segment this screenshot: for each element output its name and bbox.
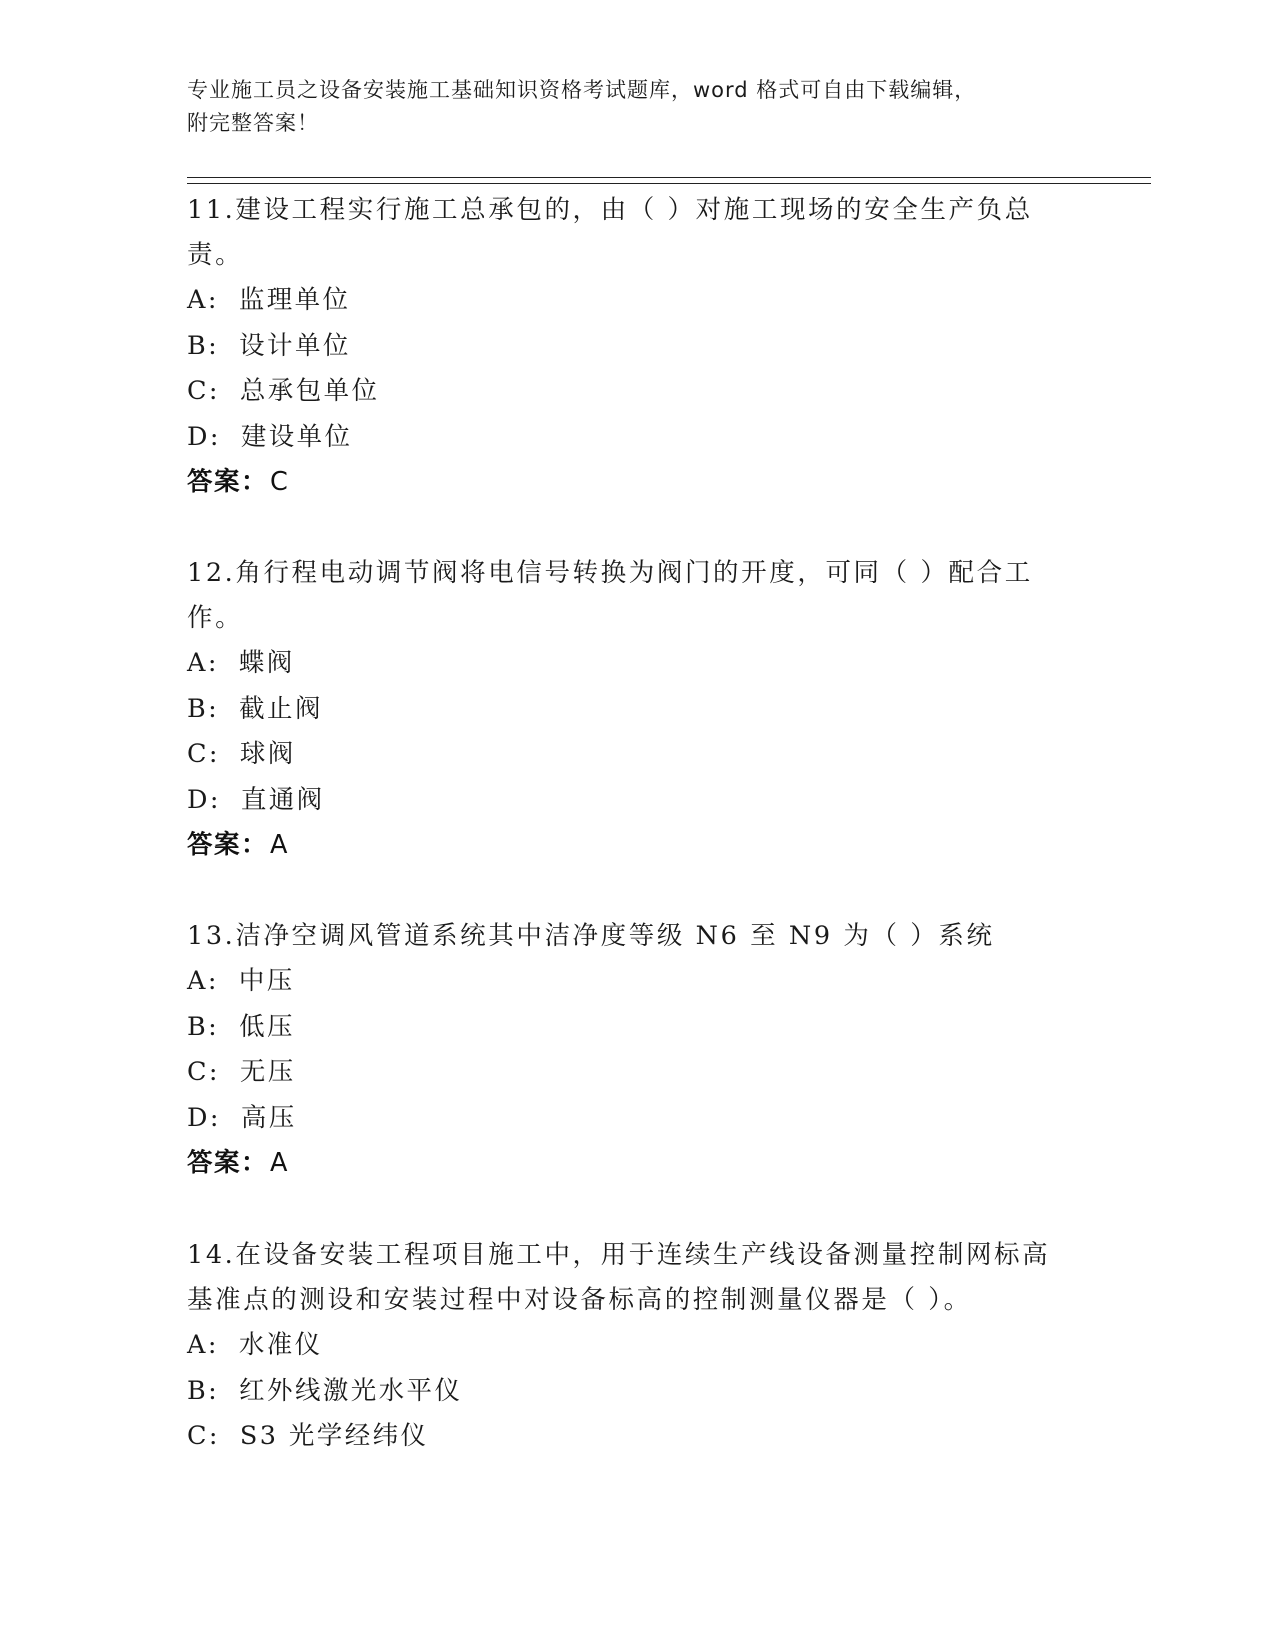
option-a [187,641,1077,687]
answer-label: 答案： [187,1148,269,1178]
question-14 [187,1233,1077,1460]
option-b [187,1005,1077,1051]
option-text: 球阀 [239,739,296,769]
document-header [187,74,1077,140]
option-text: 蝶阀 [238,648,295,678]
answer-line [187,460,1077,505]
option-letter: B: [187,693,220,724]
question-stem-line-2: 基准点的测设和安装过程中对设备标高的控制测量仪器是（ ）。 [187,1285,972,1315]
option-b [187,1369,1077,1415]
option-c [187,732,1077,778]
option-letter: B: [187,330,220,361]
option-a [187,278,1077,324]
option-letter: B: [187,1375,220,1406]
question-11 [187,188,1077,505]
option-text: 总承包单位 [239,376,380,406]
option-text: 水准仪 [238,1330,323,1360]
question-stem-line-1: 12.角行程电动调节阀将电信号转换为阀门的开度，可同（ ）配合工 [187,558,1033,588]
option-letter: D: [187,784,221,815]
answer-line [187,823,1077,868]
option-letter: B: [187,1011,220,1042]
option-text: 高压 [240,1102,297,1133]
option-text: 低压 [239,1011,295,1042]
question-stem-line-1: 11.建设工程实行施工总承包的，由（ ）对施工现场的安全生产负总 [187,195,1033,225]
option-letter: C: [187,1057,220,1087]
header-divider-top [187,177,1151,178]
option-d [187,415,1077,461]
option-letter: A: [187,1330,219,1360]
option-letter: A: [187,966,219,996]
option-letter: D: [187,1102,221,1133]
option-text: 设计单位 [239,330,351,361]
option-text: 截止阀 [239,693,323,724]
option-c [187,1414,1077,1460]
header-line-2: 附完整答案！ [187,111,319,135]
answer-value: A [270,1148,289,1178]
option-letter: D: [187,421,221,452]
option-letter: C: [187,1421,220,1451]
option-b [187,324,1077,370]
option-a [187,1323,1077,1369]
option-d [187,1096,1077,1142]
option-text: 红外线激光水平仪 [239,1375,463,1406]
option-d [187,778,1077,824]
option-text: 中压 [238,966,295,996]
option-letter: C: [187,376,220,406]
option-c [187,1050,1077,1096]
question-13 [187,914,1077,1186]
option-letter: C: [187,739,220,769]
answer-label: 答案： [187,830,269,860]
option-text: 建设单位 [240,421,353,452]
option-text: 无压 [239,1057,296,1087]
question-stem-line-2: 作。 [187,603,244,633]
header-divider-bottom [187,183,1151,184]
option-a [187,959,1077,1005]
option-letter: A: [187,648,219,678]
answer-value: C [270,467,290,497]
question-stem-line-1: 14.在设备安装工程项目施工中，用于连续生产线设备测量控制网标高 [187,1240,1051,1270]
question-stem-line-2: 责。 [187,240,244,270]
option-text: 监理单位 [238,285,351,315]
answer-value: A [270,830,289,860]
option-letter: A: [187,285,219,315]
header-line-1: 专业施工员之设备安装施工基础知识资格考试题库，word 格式可自由下载编辑， [187,78,977,102]
question-stem-line-1: 13.洁净空调风管道系统其中洁净度等级 N6 至 N9 为（ ）系统 [187,921,995,951]
option-text: S3 光学经纬仪 [239,1421,429,1451]
answer-label: 答案： [187,467,269,497]
option-c [187,369,1077,415]
option-text: 直通阀 [240,784,325,815]
answer-line [187,1141,1077,1186]
option-b [187,687,1077,733]
question-12 [187,551,1077,868]
